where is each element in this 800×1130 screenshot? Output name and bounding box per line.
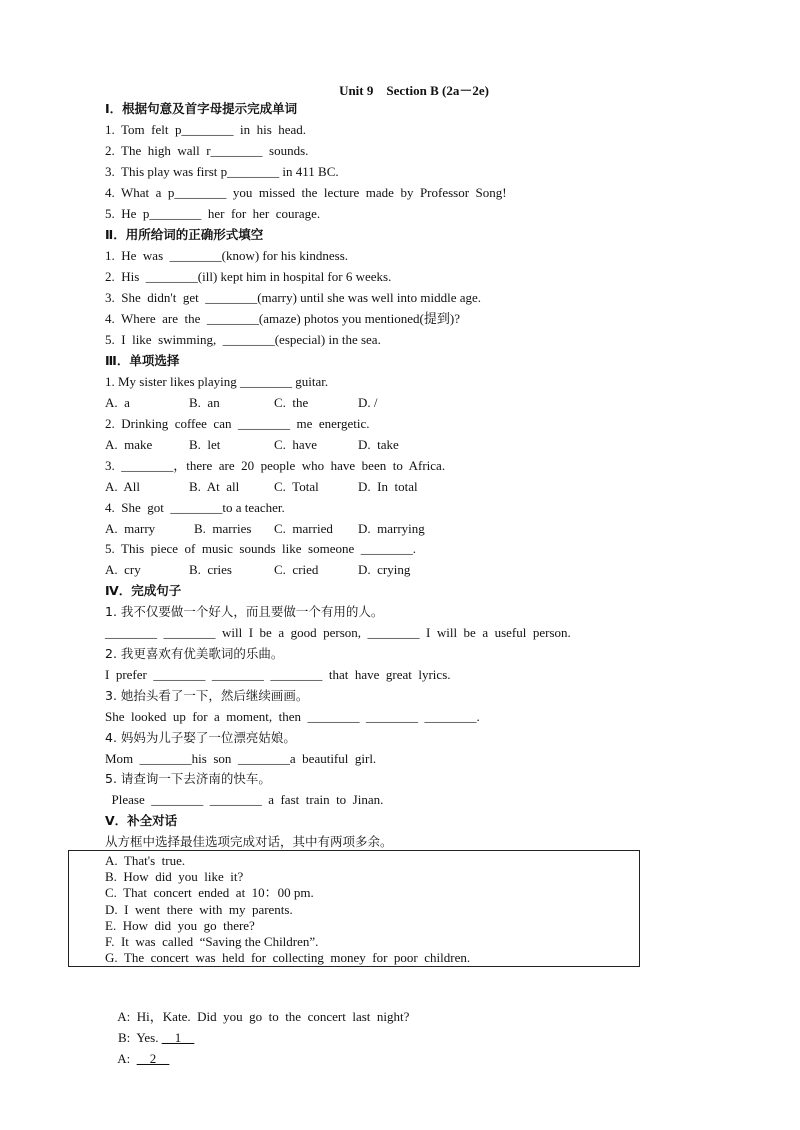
question-stem: 1. My sister likes playing ________ guitar. [105, 374, 329, 389]
section-heading-5: Ⅴ．补全对话 [105, 813, 178, 828]
question-line: 1. He was ________(know) for his kindness. [105, 248, 349, 263]
option-c: C. married [274, 521, 333, 536]
sentence-line: Mom ________his son ________a beautiful girl. [105, 751, 377, 766]
option-d: D. marrying [358, 521, 425, 536]
box-option: D. I went there with my parents. [105, 902, 293, 917]
dialogue-line [105, 1035, 169, 1083]
option-b: B. an [189, 395, 220, 410]
box-option: F. It was called “Saving the Children”. [105, 934, 319, 949]
question-line: 2. His ________(ill) kept him in hospital for 6 weeks. [105, 269, 392, 284]
option-c: C. have [274, 437, 317, 452]
option-a: A. All [105, 479, 141, 494]
question-line: 4. What a p________ you missed the lecture made by Professor Song! [105, 185, 507, 200]
option-a: A. cry [105, 562, 141, 577]
option-a: A. marry [105, 521, 156, 536]
chinese-prompt: 3. 她抬头看了一下，然后继续画画。 [105, 688, 309, 703]
question-line: 4. Where are the ________(amaze) photos you mentioned(提到)? [105, 311, 460, 326]
question-line: 5. I like swimming, ________(especial) in the sea. [105, 332, 381, 347]
question-stem: 3. ________，there are 20 people who have been to Africa. [105, 458, 446, 473]
question-line: 3. This play was first p________ in 411 BC. [105, 164, 339, 179]
option-a: A. a [105, 395, 130, 410]
box-option: G. The concert was held for collecting money for poor children. [105, 950, 471, 965]
option-b: B. At all [189, 479, 240, 494]
option-d: D. take [358, 437, 399, 452]
section-heading-2: Ⅱ．用所给词的正确形式填空 [105, 227, 264, 242]
question-stem: 5. This piece of music sounds like someone ________. [105, 541, 417, 556]
chinese-prompt: 4. 妈妈为儿子娶了一位漂亮姑娘。 [105, 730, 296, 745]
answer-blank[interactable]: __2__ [136, 1051, 170, 1066]
box-option: C. That concert ended at 10：00 pm. [105, 885, 314, 900]
instruction-text: 从方框中选择最佳选项完成对话，其中有两项多余。 [105, 834, 393, 849]
chinese-prompt: 2. 我更喜欢有优美歌词的乐曲。 [105, 646, 284, 661]
option-b: B. cries [189, 562, 232, 577]
box-option: A. That's true. [105, 853, 186, 868]
sentence-line: Please ________ ________ a fast train to Jinan. [105, 792, 384, 807]
question-line: 3. She didn't get ________(marry) until she was well into middle age. [105, 290, 482, 305]
box-option: B. How did you like it? [105, 869, 244, 884]
option-a: A. make [105, 437, 153, 452]
sentence-line: ________ ________ will I be a good person, ________ I will be a useful person. [105, 625, 571, 640]
sentence-line: I prefer ________ ________ ________ that have great lyrics. [105, 667, 451, 682]
dialogue-text: Hi，Kate. Did you go to the concert last night? [136, 1009, 410, 1024]
question-line: 1. Tom felt p________ in his head. [105, 122, 307, 137]
section-heading-1: Ⅰ．根据句意及首字母提示完成单词 [105, 101, 298, 116]
question-stem: 2. Drinking coffee can ________ me energetic. [105, 416, 370, 431]
answer-blank[interactable]: __1__ [161, 1030, 195, 1045]
chinese-prompt: 5. 请查询一下去济南的快车。 [105, 771, 271, 786]
sentence-line: She looked up for a moment, then ________ ________ ________. [105, 709, 480, 724]
option-b: B. let [189, 437, 221, 452]
box-option: E. How did you go there? [105, 918, 255, 933]
section-heading-3: Ⅲ．单项选择 [105, 353, 180, 368]
question-line: 5. He p________ her for her courage. [105, 206, 321, 221]
option-c: C. Total [274, 479, 319, 494]
question-line: 2. The high wall r________ sounds. [105, 143, 309, 158]
option-c: C. the [274, 395, 309, 410]
options-box [68, 850, 640, 967]
option-d: D. / [358, 395, 378, 410]
section-heading-4: Ⅳ．完成句子 [105, 583, 182, 598]
option-d: D. In total [358, 479, 418, 494]
option-b: B. marries [194, 521, 252, 536]
page-title: Unit 9 Section B (2a－2e) [339, 83, 489, 98]
speaker-label: A: [117, 1051, 131, 1066]
dialogue-text: Yes. [136, 1030, 162, 1045]
question-stem: 4. She got ________to a teacher. [105, 500, 285, 515]
speaker-label: A: [117, 1009, 131, 1024]
chinese-prompt: 1. 我不仅要做一个好人，而且要做一个有用的人。 [105, 604, 384, 619]
option-d: D. crying [358, 562, 411, 577]
speaker-label: B: [118, 1030, 131, 1045]
option-c: C. cried [274, 562, 319, 577]
